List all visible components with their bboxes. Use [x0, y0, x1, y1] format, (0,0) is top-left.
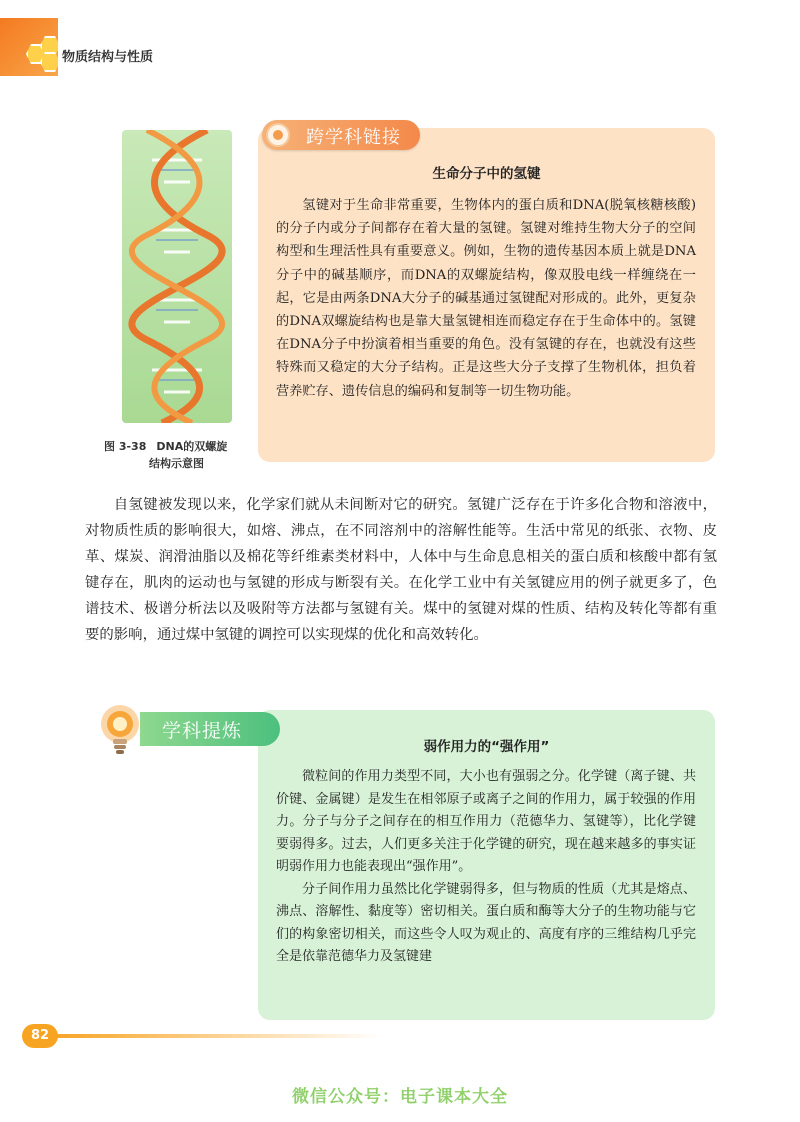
figure-number: 图 3-38: [104, 440, 147, 453]
interdisciplinary-tag: [262, 120, 420, 150]
hexagon-logo-icon: [26, 36, 66, 76]
figure-caption-line2: 结构示意图: [149, 457, 204, 470]
page-rule: [52, 1034, 382, 1038]
refinement-paragraph-2: 分子间作用力虽然比化学键弱得多，但与物质的性质（尤其是熔点、沸点、溶解性、黏度等）密切相关。蛋白质和酶等大分子的生物功能与它们的构象密切相关，而这些令人叹为观止的、高度有序的三维结构几乎完全是依靠范德华力及氢键建: [276, 881, 696, 964]
refinement-paragraph-1: 微粒间的作用力类型不同，大小也有强弱之分。化学键（离子键、共价键、金属键）是发生在相邻原子或离子之间的作用力，属于较强的作用力。分子与分子之间存在的相互作用力（范德华力、氢键等），比化学键要弱得多。过去，人们更多关注于化学键的研究，现在越来越多的事实证明弱作用力也能表现出“强作用”。: [276, 769, 696, 874]
interdisciplinary-body: 氢键对于生命非常重要，生物体内的蛋白质和DNA(脱氧核糖核酸)的分子内或分子间都存在着大量的氢键。氢键对维持生物大分子的空间构型和生理活性具有重要意义。例如，生物的遗传基因本质上就是DNA分子中的碱基顺序，而DNA的双螺旋结构，像双股电线一样缠绕在一起，它是由两条DNA大分子的碱基通过氢键配对形成的。此外，更复杂的DNA双螺旋结构也是靠大量氢键相连而稳定存在于生命体中的。氢键在DNA分子中扮演着相当重要的角色。没有氢键的存在，也就没有这些特殊而又稳定的大分子结构。正是这些大分子支撑了生物机体，担负着营养贮存、遗传信息的编码和复制等一切生物功能。: [276, 198, 696, 399]
circle-badge-icon: [266, 123, 290, 147]
lightbulb-icon: [98, 704, 142, 756]
figure-caption: [104, 438, 254, 472]
refinement-tag-label: 学科提炼: [162, 720, 243, 742]
interdisciplinary-title: 生命分子中的氢键: [432, 166, 541, 182]
dna-double-helix-image: [122, 130, 232, 423]
refinement-body: [276, 766, 696, 969]
page-number: 82: [22, 1024, 58, 1048]
section-title: 物质结构与性质: [62, 50, 154, 65]
figure-caption-line1: DNA的双螺旋: [156, 440, 228, 453]
refinement-title: 弱作用力的“强作用”: [423, 739, 550, 755]
main-paragraph: 自氢键被发现以来，化学家们就从未间断对它的研究。氢键广泛存在于许多化合物和溶液中，对物质性质的影响很大，如熔、沸点，在不同溶剂中的溶解性能等。生活中常见的纸张、衣物、皮革、煤炭、润滑油脂以及棉花等纤维素类材料中，人体中与生命息息相关的蛋白质和核酸中都有氢键存在，肌肉的运动也与氢键的形成与断裂有关。在化学工业中有关氢键应用的例子就更多了，色谱技术、极谱分析法以及吸附等方法都与氢键有关。煤中的氢键对煤的性质、结构及转化等都有重要的影响，通过煤中氢键的调控可以实现煤的优化和高效转化。: [85, 497, 717, 643]
watermark-text: 微信公众号：电子课本大全: [292, 1087, 508, 1107]
interdisciplinary-tag-label: 跨学科链接: [306, 127, 401, 148]
